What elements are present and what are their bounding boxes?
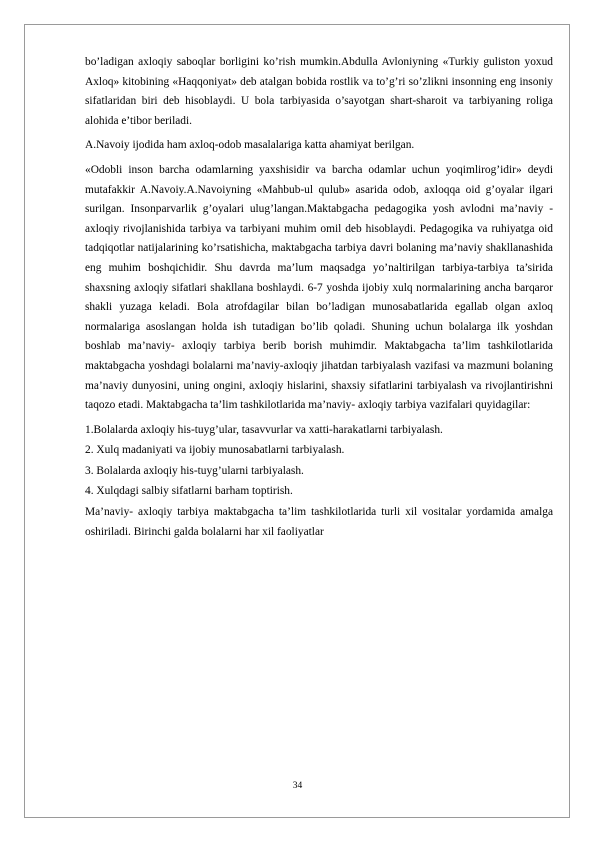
task-list [85,421,553,502]
list-item: 4. Xulqdagi salbiy sifatlarni barham toptirish. [85,485,293,498]
document-body [85,53,553,542]
list-item: 3. Bolalarda axloqiy his-tuyg’ularni tarbiyalash. [85,464,304,477]
paragraph-closing: Ma’naviy- axloqiy tarbiya maktabgacha ta’lim tashkilotlarida turli xil vositalar yordamida amalga oshiriladi. Birinchi galda bolalarni har xil faoliyatlar [85,506,553,538]
paragraph-navoiy-intro: A.Navoiy ijodida ham axloq-odob masalalariga katta ahamiyat berilgan. [85,139,415,152]
page-number: 34 [292,781,303,791]
paragraph-navoiy-quote: «Odobli inson barcha odamlarning yaxshisidir va barcha odamlar uchun yoqimlirog’idir» deydi mutafakkir A.Navoiy.A.Navoiyning «Mahbub-ul qulub» asarida odob, axloqqa oid g’oyalar ilgari surilgan. Insonparvarlik g’oyalari ulug’langan.Maktabgacha pedagogika yosh avlodni ma’naviy - axloqiy rivojlanishida tarbiya va tarbiyani muhim omil deb hisoblaydi. Pedagogika va ruhiyatga oid tadqiqotlar natijalarining ko’rsatishicha, maktabgacha tarbiya davri bolaning ma’naviy shakllanashida eng muhim boshqichidir. Shu davrda ma’lum maqsadga yo’naltirilgan tarbiya-tarbiya ta’sirida shaxsning axloqiy sifatlari shakllana boshlaydi. 6-7 yoshda ijobiy xulq normalarining ancha barqaror shakli yuzaga keladi. Bola atrofdagilar bilan bo’ladigan munosabatlarida egallab olgan axloq normalariga asoslangan holda ish tutadigan bo’lib qoladi. Shuning uchun bolalarga ilk yoshdan boshlab ma’naviy- axloqiy tarbiya berib borish muhimdir. Maktabgacha ta’lim tashkilotlarida maktabgacha yoshdagi bolalarni ma’naviy-axloqiy jihatdan tarbiyalash vazifasi va mazmuni bolaning ma’naviy dunyosini, uning ongini, axloqiy hislarini, shaxsiy sifatlarini tarbiyalash va rivojlantirishni taqozo etadi. Maktabgacha ta’lim tashkilotlarida ma’naviy- axloqiy tarbiya vazifalari quyidagilar: [85,163,553,412]
list-item: 2. Xulq madaniyati va ijobiy munosabatlarni tarbiyalash. [85,444,345,457]
list-item: 1.Bolalarda axloqiy his-tuyg’ular, tasavvurlar va xatti-harakatlarni tarbiyalash. [85,423,443,436]
paragraph-avloniy: bo’ladigan axloqiy saboqlar borligini ko’rish mumkin.Abdulla Avloniyning «Turkiy guliston yoxud Axloq» kitobining «Haqqoniyat» deb atalgan bobida rostlik va to’g’ri so’zlikni insonning eng insoniy sifatlaridan biri deb hisoblaydi. U bola tarbiyasida o’sayotgan shart-sharoit va tarbiyaning roliga alohida e’tibor beriladi. [85,56,553,127]
